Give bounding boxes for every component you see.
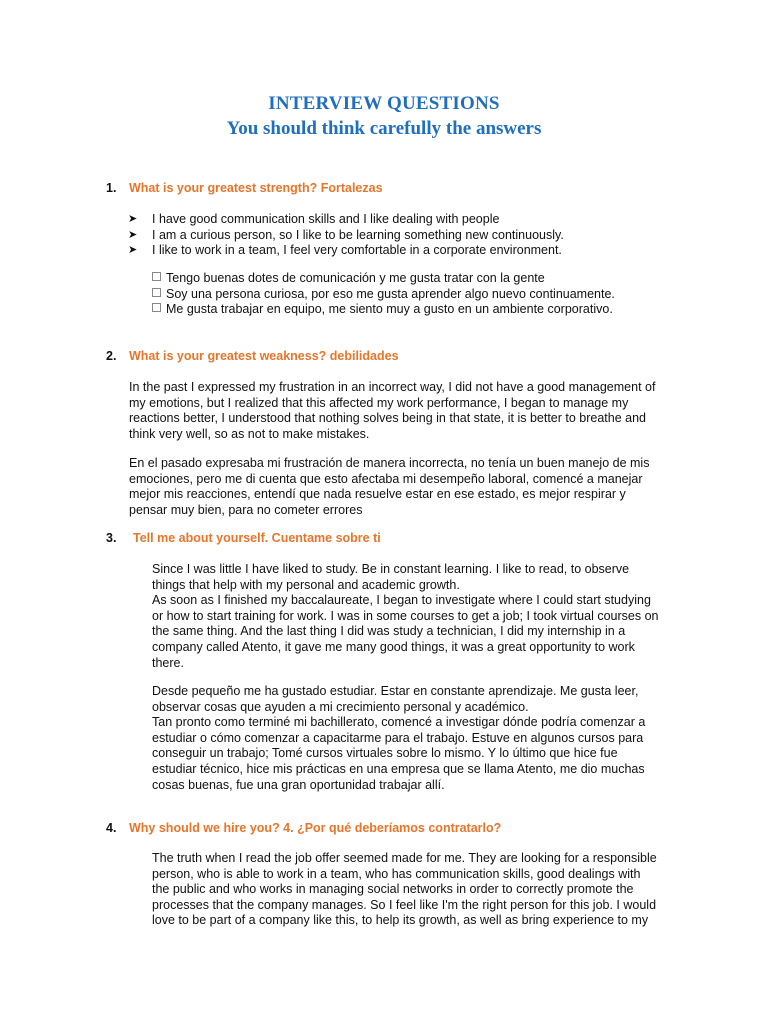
question-number: 3. <box>106 531 117 545</box>
arrow-bullet-icon: ➤ <box>128 228 138 241</box>
question-4 <box>106 821 501 835</box>
answer-2-es: En el pasado expresaba mi frustración de manera incorrecta, no tenía un buen manejo de mis emociones, pero me di cuenta que esto afectaba mi desempeño laboral, comencé a manejar mejor mis reacciones, entendí que nada resuelve estar en ese estado, es mejor respirar y pensar muy bien, para no cometer errores <box>129 456 650 517</box>
list-item: Soy una persona curiosa, por eso me gusta aprender algo nuevo continuamente. <box>152 287 615 303</box>
question-text: What is your greatest strength? Fortalezas <box>129 181 383 195</box>
question-number: 4. <box>106 821 117 835</box>
question-1 <box>106 181 383 195</box>
list-item: ➤ I have good communication skills and I like dealing with people <box>128 212 500 226</box>
question-text: Why should we hire you? 4. ¿Por qué deberíamos contratarlo? <box>129 821 502 835</box>
question-2 <box>106 349 399 363</box>
list-item: Me gusta trabajar en equipo, me siento muy a gusto en un ambiente corporativo. <box>152 302 615 318</box>
answer-3-es: Desde pequeño me ha gustado estudiar. Estar en constante aprendizaje. Me gusta leer, observar cosas que ayuden a mi crecimiento personal y académico. Tan pronto como terminé mi bachillerato, comencé a investigar dónde podría comenzar a estudiar o cómo comenzar a capacitarme para el trabajo. Estuve en algunos cursos para conseguir un trabajo; Tomé cursos virtuales sobre lo mismo. Y lo último que hice fue estudiar técnico, hice mis prácticas en una empresa que se llama Atento, me dio muchas cosas buenas, fue una gran oportunidad trabajar allí. <box>152 684 646 792</box>
list-item: Tengo buenas dotes de comunicación y me gusta tratar con la gente <box>152 271 615 287</box>
question-text: What is your greatest weakness? debilidades <box>129 349 399 363</box>
list-item: ➤ I like to work in a team, I feel very comfortable in a corporate environment. <box>128 243 562 257</box>
strengths-list-en <box>128 212 564 259</box>
answer-4-en: The truth when I read the job offer seemed made for me. They are looking for a responsible person, who is able to work in a team, who has communication skills, good dealings with the public and who works in managing social networks in order to correctly promote the processes that the company manages. So I feel like I'm the right person for this job. I would love to be part of a company like this, to help its growth, as well as bring experience to my <box>152 851 657 928</box>
question-number: 1. <box>106 181 117 195</box>
arrow-bullet-icon: ➤ <box>128 244 138 256</box>
answer-3-en: Since I was little I have liked to study. Be in constant learning. I like to read, to observe things that help with my personal and academic growth. As soon as I finished my baccalaureate, I began to investigate where I could start studying or how to start training for work. I was in some courses to get a job; I took virtual courses on the same thing. And the last thing I did was study a technician, I did my internship in a company called Atento, it gave me many good things, it was a great opportunity to work there. <box>152 562 659 670</box>
arrow-bullet-icon: ➤ <box>128 213 138 225</box>
box-bullet-icon <box>152 272 161 281</box>
page-title: INTERVIEW QUESTIONS <box>268 93 500 114</box>
question-3 <box>106 531 381 545</box>
list-item: ➤ I am a curious person, so I like to be learning something new continuously. <box>128 227 564 242</box>
strengths-list-es <box>152 271 615 318</box>
answer-2-en: In the past I expressed my frustration in an incorrect way, I did not have a good management of my emotions, but I realized that this affected my work performance, I began to manage my reactions better, I understood that nothing solves being in that state, it is better to breathe and think very well, so as not to make mistakes. <box>129 380 656 441</box>
question-text: Tell me about yourself. Cuentame sobre ti <box>133 531 381 545</box>
box-bullet-icon <box>152 288 161 297</box>
box-bullet-icon <box>152 303 161 312</box>
question-number: 2. <box>106 349 117 363</box>
page-subtitle: You should think carefully the answers <box>226 118 542 139</box>
